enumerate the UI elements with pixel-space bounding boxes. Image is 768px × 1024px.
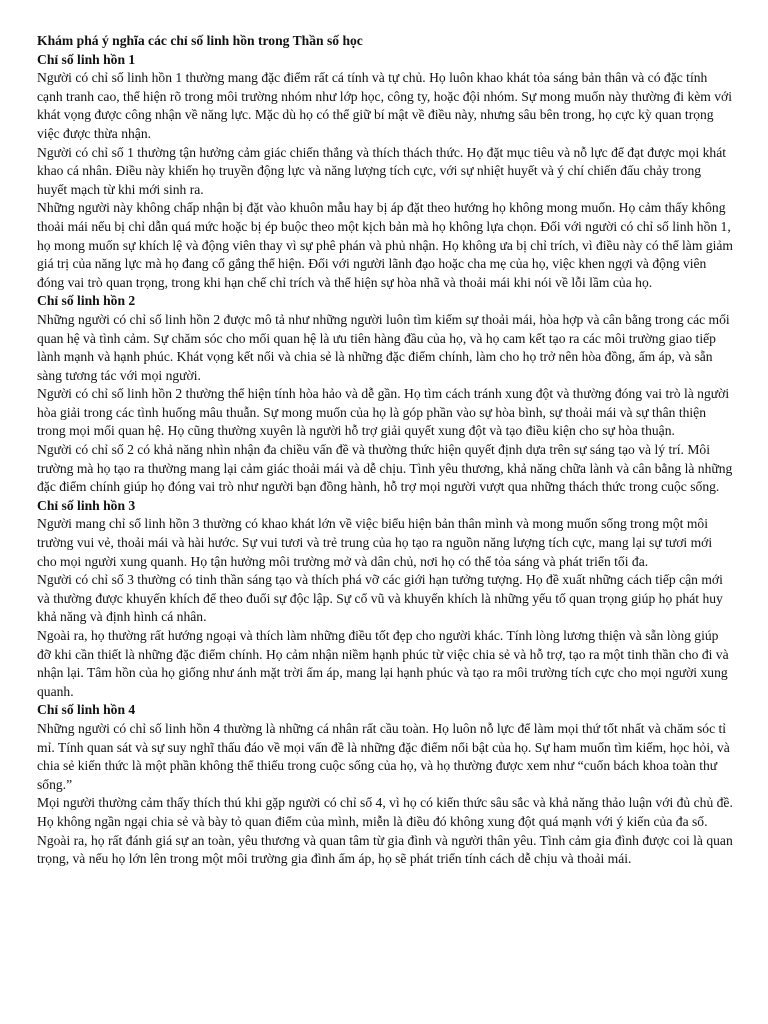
section-soul-number-3	[37, 497, 734, 702]
section-heading: Chỉ số linh hồn 2	[37, 293, 136, 309]
paragraph: Người có chỉ số 3 thường có tinh thần sáng tạo và thích phá vỡ các giới hạn tưởng tượng. Họ đề xuất những cách tiếp cận mới và thường được khuyến khích để theo đuổi sự độc lập. Sự cổ vũ và khuyến khích là những yếu tố quan trọng giúp họ phát huy khả năng và định hình cá nhân.	[37, 572, 723, 625]
paragraph: Người có chỉ số 1 thường tận hưởng cảm giác chiến thắng và thích thách thức. Họ đặt mục tiêu và nỗ lực để đạt được mọi khát khao cá nhân. Điều này khiến họ truyền động lực và năng lượng tích cực, với sự nhiệt huyết và ý chí chiến đấu chảy trong huyết mạch từ khi mới sinh ra.	[37, 144, 727, 197]
section-heading: Chỉ số linh hồn 3	[37, 497, 136, 513]
section-soul-number-4	[37, 701, 734, 868]
paragraph: Ngoài ra, họ thường rất hướng ngoại và thích làm những điều tốt đẹp cho người khác. Tính lòng lương thiện và sẵn lòng giúp đỡ khi cần thiết là những đặc điểm chính. Họ cảm nhận niềm hạnh phúc từ việc chia sẻ và hỗ trợ, tạo ra một tinh thần cho đi và nhận lại. Tâm hồn của họ giống như ánh mặt trời ấm áp, mang lại hạnh phúc và tạo ra môi trường tích cực cho mọi người xung quanh.	[37, 628, 729, 699]
section-heading: Chỉ số linh hồn 4	[37, 702, 136, 718]
paragraph: Người có chỉ số linh hồn 2 thường thể hiện tính hòa hảo và dễ gần. Họ tìm cách tránh xung đột và thường đóng vai trò là người hòa giải trong các tình huống mâu thuẫn. Sự mong muốn của họ là góp phần vào sự hòa bình, sự thoải mái và sự thân thiện trong mọi mối quan hệ. Họ cũng thường xuyên là người hỗ trợ giải quyết xung đột và tạo điều kiện cho sự hòa thuận.	[37, 386, 730, 439]
paragraph: Người có chỉ số linh hồn 1 thường mang đặc điểm rất cá tính và tự chủ. Họ luôn khao khát tỏa sáng bản thân và có đặc tính cạnh tranh cao, thể hiện rõ trong môi trường nhóm như lớp học, công ty, hoặc đội nhóm. Sự mong muốn này thường đi kèm với khát vọng được công nhận về năng lực. Mặc dù họ có thể giữ bí mật về điều này, nhưng sâu bên trong, họ cực kỳ quan trọng việc được thừa nhận.	[37, 70, 733, 141]
document-title: Khám phá ý nghĩa các chỉ số linh hồn trong Thần số học	[37, 33, 363, 48]
section-heading: Chỉ số linh hồn 1	[37, 51, 136, 67]
paragraph: Những người có chỉ số linh hồn 4 thường là những cá nhân rất cầu toàn. Họ luôn nỗ lực để làm mọi thứ tốt nhất và chăm sóc tỉ mỉ. Tính quan sát và sự suy nghĩ thấu đáo về mọi vấn đề là những đặc điểm nổi bật của họ. Sự ham muốn tìm kiếm, học hỏi, và chia sẻ kiến thức là một phần không thể thiếu trong cuộc sống của họ, và họ thường được xem như “cuốn bách khoa toàn thư sống.”	[37, 720, 730, 792]
paragraph: Người có chỉ số 2 có khả năng nhìn nhận đa chiều vấn đề và thường thức hiện quyết định dựa trên sự sáng tạo và lý trí. Môi trường mà họ tạo ra thường mang lại cảm giác thoải mái và dễ chịu. Tình yêu thương, khả năng chữa lành và cân bằng là những đặc điểm chính giúp họ đóng vai trò như người bạn đồng hành, hỗ trợ mọi người vượt qua những thách thức trong cuộc sống.	[37, 442, 733, 495]
paragraph: Người mang chỉ số linh hồn 3 thường có khao khát lớn về việc biểu hiện bản thân mình và mong muốn sống trong một môi trường vui vẻ, thoải mái và hài hước. Sự vui tươi và trẻ trung của họ tạo ra nguồn năng lượng tích cực, mang lại sự tươi mới cho mọi người xung quanh. Họ tận hưởng môi trường mở và dân chủ, nơi họ có thể tỏa sáng và phát triển tối đa.	[37, 516, 713, 569]
section-soul-number-2	[37, 292, 734, 497]
paragraph: Những người này không chấp nhận bị đặt vào khuôn mẫu hay bị áp đặt theo hướng họ không mong muốn. Họ cảm thấy không thoải mái nếu bị chỉ dẫn quá mức hoặc bị ép buộc theo một kịch bản mà họ không lựa chọn. Đối với người có chỉ số linh hồn 1, họ mong muốn sự khích lệ và động viên thay vì sự phê phán và phủ nhận. Họ không ưa bị chỉ trích, vì điều này có thể làm giảm giá trị của năng lực mà họ đang cố gắng thể hiện. Đối với người lãnh đạo hoặc cha mẹ của họ, việc khen ngợi và động viên đóng vai trò quan trọng, trong khi hạn chế chỉ trích và thể hiện sự hòa nhã và thoải mái khi nói về lỗi lầm của họ.	[37, 200, 733, 290]
paragraph: Mọi người thường cảm thấy thích thú khi gặp người có chỉ số 4, vì họ có kiến thức sâu sắc và khả năng thảo luận với đủ chủ đề. Họ không ngần ngại chia sẻ và bày tỏ quan điểm của mình, miễn là điều đó không xung đột quá mạnh với ý kiến của đa số.	[37, 795, 733, 829]
paragraph: Những người có chỉ số linh hồn 2 được mô tả như những người luôn tìm kiếm sự thoải mái, hòa hợp và cân bằng trong các mối quan hệ và tình cảm. Sự chăm sóc cho mối quan hệ là ưu tiên hàng đầu của họ, và họ cam kết tạo ra các môi trường giao tiếp lành mạnh và hạnh phúc. Khát vọng kết nối và chia sẻ là những đặc điểm chính, làm cho họ trở nên hòa đồng, ấm áp, và sẵn sàng tương tác với mọi người.	[37, 311, 730, 383]
paragraph: Ngoài ra, họ rất đánh giá sự an toàn, yêu thương và quan tâm từ gia đình và người thân yêu. Tình cảm gia đình được coi là quan trọng, và nếu họ lớn lên trong một môi trường gia đình ấm áp, họ sẽ phát triển tính cách dễ chịu và thoải mái.	[37, 832, 733, 867]
section-soul-number-1	[37, 51, 734, 293]
